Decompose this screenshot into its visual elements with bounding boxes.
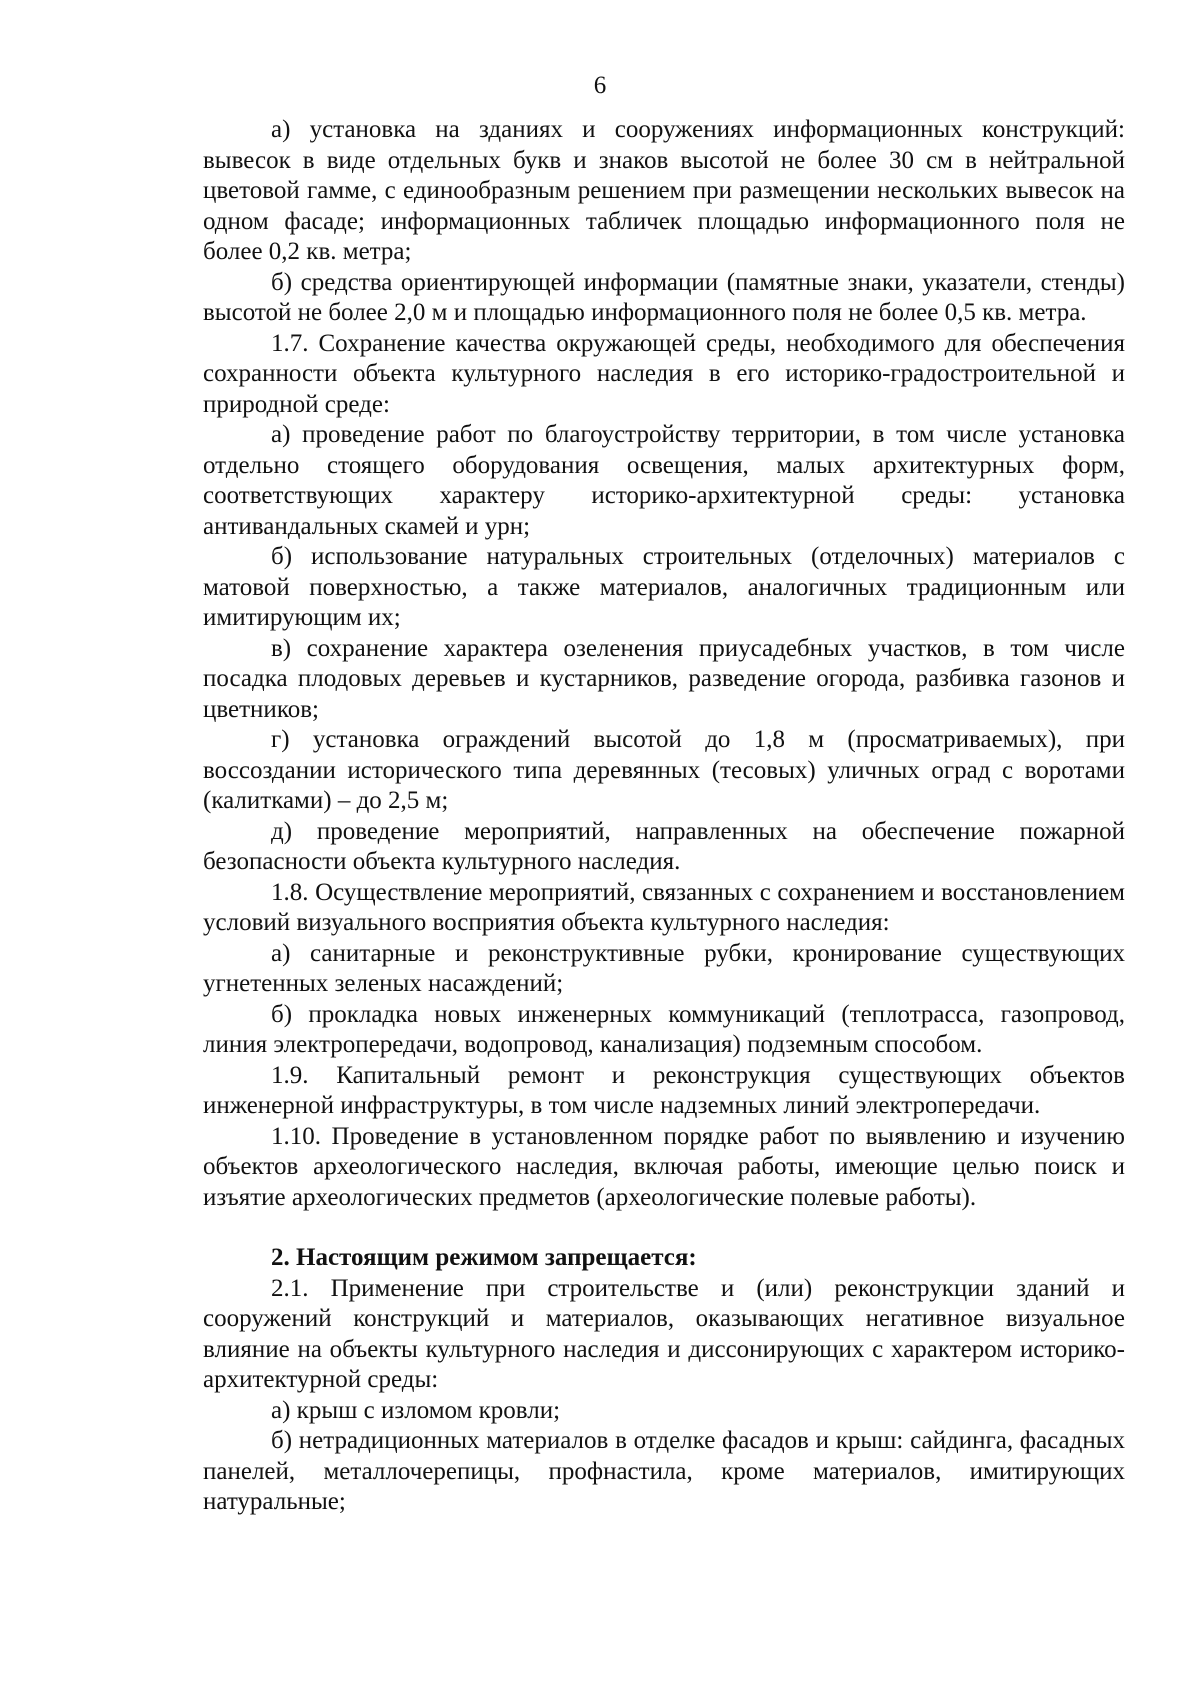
- document-body: [203, 115, 1125, 1518]
- paragraph: 1.9. Капитальный ремонт и реконструкция существующих объектов инженерной инфраструктуры, в том числе надземных линий электропередачи.: [203, 1061, 1125, 1119]
- paragraph: 2.1. Применение при строительстве и (или) реконструкции зданий и сооружений конструкций и материалов, оказывающих негативное визуальное влияние на объекты культурного наследия и диссонирующих с характером историко-архитектурной среды:: [203, 1274, 1125, 1393]
- paragraph: 1.10. Проведение в установленном порядке работ по выявлению и изучению объектов археологического наследия, включая работы, имеющие целью поиск и изъятие археологических предметов (археологические полевые работы).: [203, 1122, 1125, 1211]
- paragraph: 1.8. Осуществление мероприятий, связанных с сохранением и восстановлением условий визуального восприятия объекта культурного наследия:: [203, 878, 1125, 936]
- paragraph: а) проведение работ по благоустройству территории, в том числе установка отдельно стоящего оборудования освещения, малых архитектурных форм, соответствующих характеру историко-архитектурной среды: установка антивандальных скамей и урн;: [203, 421, 1125, 540]
- paragraph: б) использование натуральных строительных (отделочных) материалов с матовой поверхностью, а также материалов, аналогичных традиционным или имитирующим их;: [203, 543, 1125, 631]
- paragraph: а) установка на зданиях и сооружениях информационных конструкций: вывесок в виде отдельных букв и знаков высотой не более 30 см в нейтральной цветовой гамме, с единообразным решением при размещении нескольких вывесок на одном фасаде; информационных табличек площадью информационного поля не более 0,2 кв. метра;: [203, 116, 1125, 265]
- paragraph: 1.7. Сохранение качества окружающей среды, необходимого для обеспечения сохранности объекта культурного наследия в его историко-градостроительной и природной среде:: [203, 329, 1125, 418]
- paragraph: д) проведение мероприятий, направленных на обеспечение пожарной безопасности объекта культурного наследия.: [203, 817, 1125, 875]
- paragraph: г) установка ограждений высотой до 1,8 м (просматриваемых), при воссоздании исторического типа деревянных (тесовых) уличных оград с воротами (калитками) – до 2,5 м;: [203, 726, 1125, 814]
- section-heading: 2. Настоящим режимом запрещается:: [271, 1244, 697, 1271]
- paragraph: в) сохранение характера озеленения приусадебных участков, в том числе посадка плодовых деревьев и кустарников, разведение огорода, разбивка газонов и цветников;: [203, 634, 1125, 723]
- page-number: 6: [593, 72, 607, 99]
- paragraph: б) средства ориентирующей информации (памятные знаки, указатели, стенды) высотой не более 2,0 м и площадью информационного поля не более 0,5 кв. метра.: [203, 268, 1125, 326]
- paragraph: а) санитарные и реконструктивные рубки, кронирование существующих угнетенных зеленых насаждений;: [203, 939, 1125, 997]
- paragraph: а) крыш с изломом кровли;: [271, 1396, 561, 1424]
- paragraph: б) прокладка новых инженерных коммуникаций (теплотрасса, газопровод, линия электропередачи, водопровод, канализация) подземным способом.: [203, 1000, 1125, 1058]
- paragraph: б) нетрадиционных материалов в отделке фасадов и крыш: сайдинга, фасадных панелей, металлочерепицы, профнастила, кроме материалов, имитирующих натуральные;: [203, 1427, 1125, 1515]
